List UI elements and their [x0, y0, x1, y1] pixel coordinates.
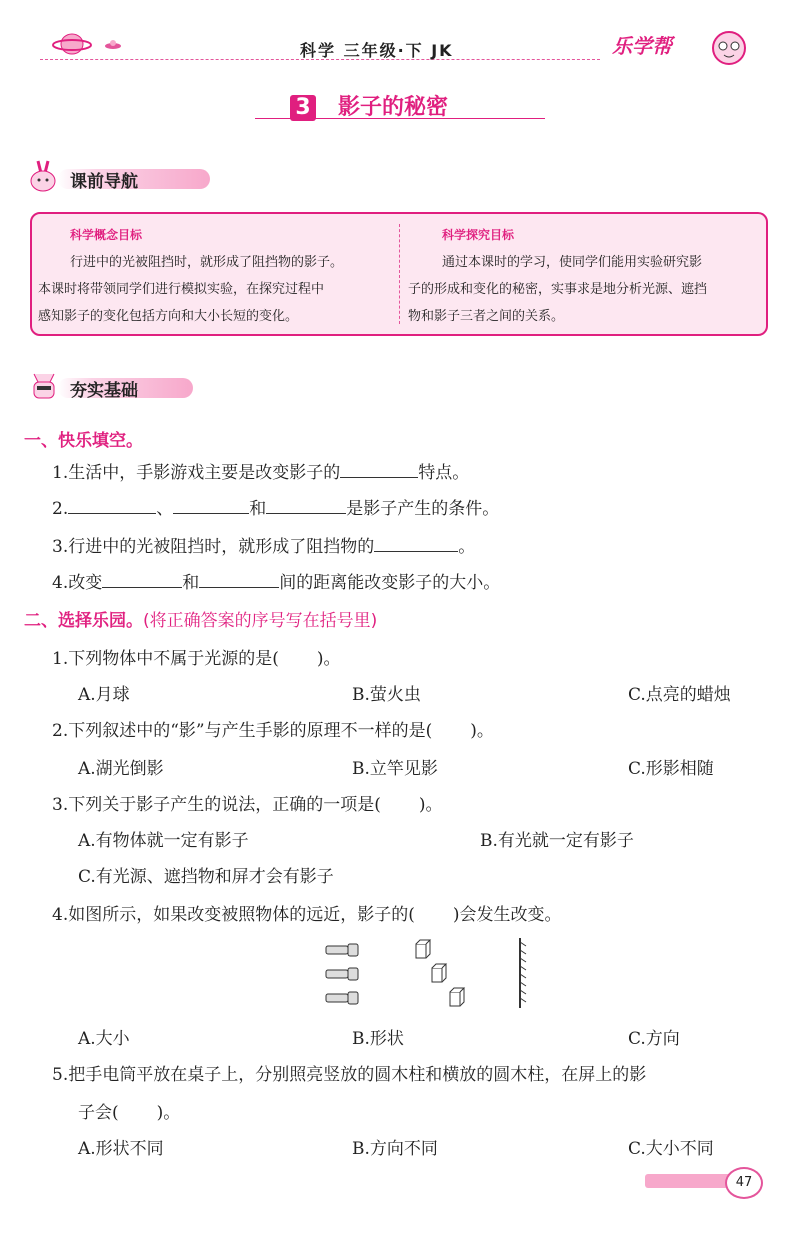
question-text: 2.下列叙述中的“影”与产生手影的原理不一样的是(: [52, 721, 433, 741]
fill-question-2: [52, 494, 499, 519]
foundation-banner: [28, 374, 193, 400]
choice-question-2: [52, 716, 494, 741]
question-text: )。: [156, 1103, 181, 1123]
fill-question-4: [52, 568, 500, 593]
question-text: 1.下列物体中不属于光源的是(: [52, 649, 279, 669]
page-number: 47: [725, 1167, 763, 1199]
choice-question-4: [52, 900, 562, 925]
answer-blank[interactable]: [199, 572, 279, 588]
question-text: 和: [182, 573, 200, 593]
option-c: C.大小不同: [628, 1139, 714, 1159]
option-c: C.有光源、遮挡物和屏才会有影子: [78, 867, 334, 887]
question-text: 2.: [52, 499, 69, 519]
option-a: A.有物体就一定有影子: [78, 831, 249, 851]
option-c: C.点亮的蜡烛: [628, 685, 731, 705]
question-text: 。: [458, 537, 476, 557]
lesson-underline: [255, 118, 545, 119]
answer-blank[interactable]: [68, 498, 156, 514]
option-a: A.大小: [78, 1029, 130, 1049]
question-text: )。: [470, 721, 494, 741]
cat-icon: [28, 368, 60, 402]
inquiry-line: 子的形成和变化的秘密，实事求是地分析光源、遮挡: [408, 282, 708, 297]
choice-question-3: [52, 790, 443, 815]
answer-blank[interactable]: [340, 462, 418, 478]
question-text: 1.生活中，手影游戏主要是改变影子的: [52, 463, 341, 483]
choice-question-5-cont: [78, 1098, 180, 1123]
question-text: 3.行进中的光被阻挡时，就形成了阻挡物的: [52, 537, 375, 557]
question-text: 子会(: [78, 1103, 119, 1123]
option-b: B.萤火虫: [352, 685, 421, 705]
question-text: 4.改变: [52, 573, 103, 593]
option-b: B.立竿见影: [352, 759, 438, 779]
question-text: 3.下列关于影子产生的说法，正确的一项是(: [52, 795, 381, 815]
fill-question-3: [52, 532, 475, 557]
goals-box: [30, 212, 768, 336]
inquiry-goal: [408, 222, 762, 330]
rabbit-icon: [28, 159, 60, 193]
header-title: 科学 三年级·下 JK: [300, 41, 454, 60]
foundation-banner-label: 夯实基础: [70, 381, 138, 401]
question-text: 、: [156, 499, 174, 519]
fill-question-1: [52, 458, 469, 483]
concept-line: 感知影子的变化包括方向和大小长短的变化。: [38, 309, 299, 324]
option-a: A.形状不同: [78, 1139, 164, 1159]
answer-blank[interactable]: [173, 498, 249, 514]
preview-banner-label: 课前导航: [70, 172, 138, 192]
question-text: 5.把手电筒平放在桌子上，分别照亮竖放的圆木柱和横放的圆木柱，在屏上的影: [52, 1065, 647, 1085]
question-text: )会发生改变。: [452, 905, 562, 925]
answer-blank[interactable]: [266, 498, 346, 514]
ufo-icon: [104, 36, 122, 50]
section-choice-label: 二、选择乐园。: [24, 611, 143, 631]
flashlight-icon: [326, 944, 358, 1004]
section-choice-note: (将正确答案的序号写在括号里): [143, 611, 378, 631]
inquiry-line: 物和影子三者之间的关系。: [408, 309, 565, 324]
question-text: )。: [316, 649, 341, 669]
lesson-title-text: 影子的秘密: [338, 95, 449, 120]
preview-banner: [28, 165, 210, 191]
planet-icon: [52, 30, 92, 58]
concept-line: 本课时将带领同学们进行模拟实验，在探究过程中: [38, 282, 325, 297]
cube-icon: [416, 940, 464, 1006]
option-a: A.湖光倒影: [78, 759, 164, 779]
question-text: 特点。: [418, 463, 470, 483]
concept-line: 行进中的光被阻挡时，就形成了阻挡物的影子。: [70, 255, 344, 270]
question-text: 间的距离能改变影子的大小。: [279, 573, 501, 593]
option-b: B.有光就一定有影子: [480, 831, 634, 851]
choice-question-5: [52, 1060, 646, 1085]
goals-divider: [399, 224, 400, 324]
question-text: 和: [249, 499, 267, 519]
concept-goal: [38, 222, 394, 330]
option-c: C.形影相随: [628, 759, 714, 779]
section-fill-title: 一、快乐填空。: [24, 431, 143, 451]
question-text: )。: [418, 795, 443, 815]
answer-blank[interactable]: [102, 572, 182, 588]
inquiry-line: 通过本课时的学习，使同学们能用实验研究影: [442, 255, 703, 270]
brand-logo: 乐学帮: [612, 34, 672, 58]
shadow-experiment-figure: [320, 938, 540, 1008]
mascot-icon: [704, 28, 754, 68]
screen-icon: [520, 938, 526, 1008]
concept-goal-title: 科学概念目标: [70, 228, 143, 242]
choice-question-1: [52, 644, 341, 669]
option-b: B.形状: [352, 1029, 404, 1049]
section-choice-title: [24, 606, 377, 631]
option-b: B.方向不同: [352, 1139, 438, 1159]
lesson-title: [290, 90, 448, 121]
option-c: C.方向: [628, 1029, 680, 1049]
lesson-number: 3: [290, 95, 316, 121]
question-text: 是影子产生的条件。: [346, 499, 500, 519]
question-text: 4.如图所示，如果改变被照物体的远近，影子的(: [52, 905, 415, 925]
answer-blank[interactable]: [374, 536, 458, 552]
inquiry-goal-title: 科学探究目标: [442, 228, 515, 242]
option-a: A.月球: [78, 685, 130, 705]
